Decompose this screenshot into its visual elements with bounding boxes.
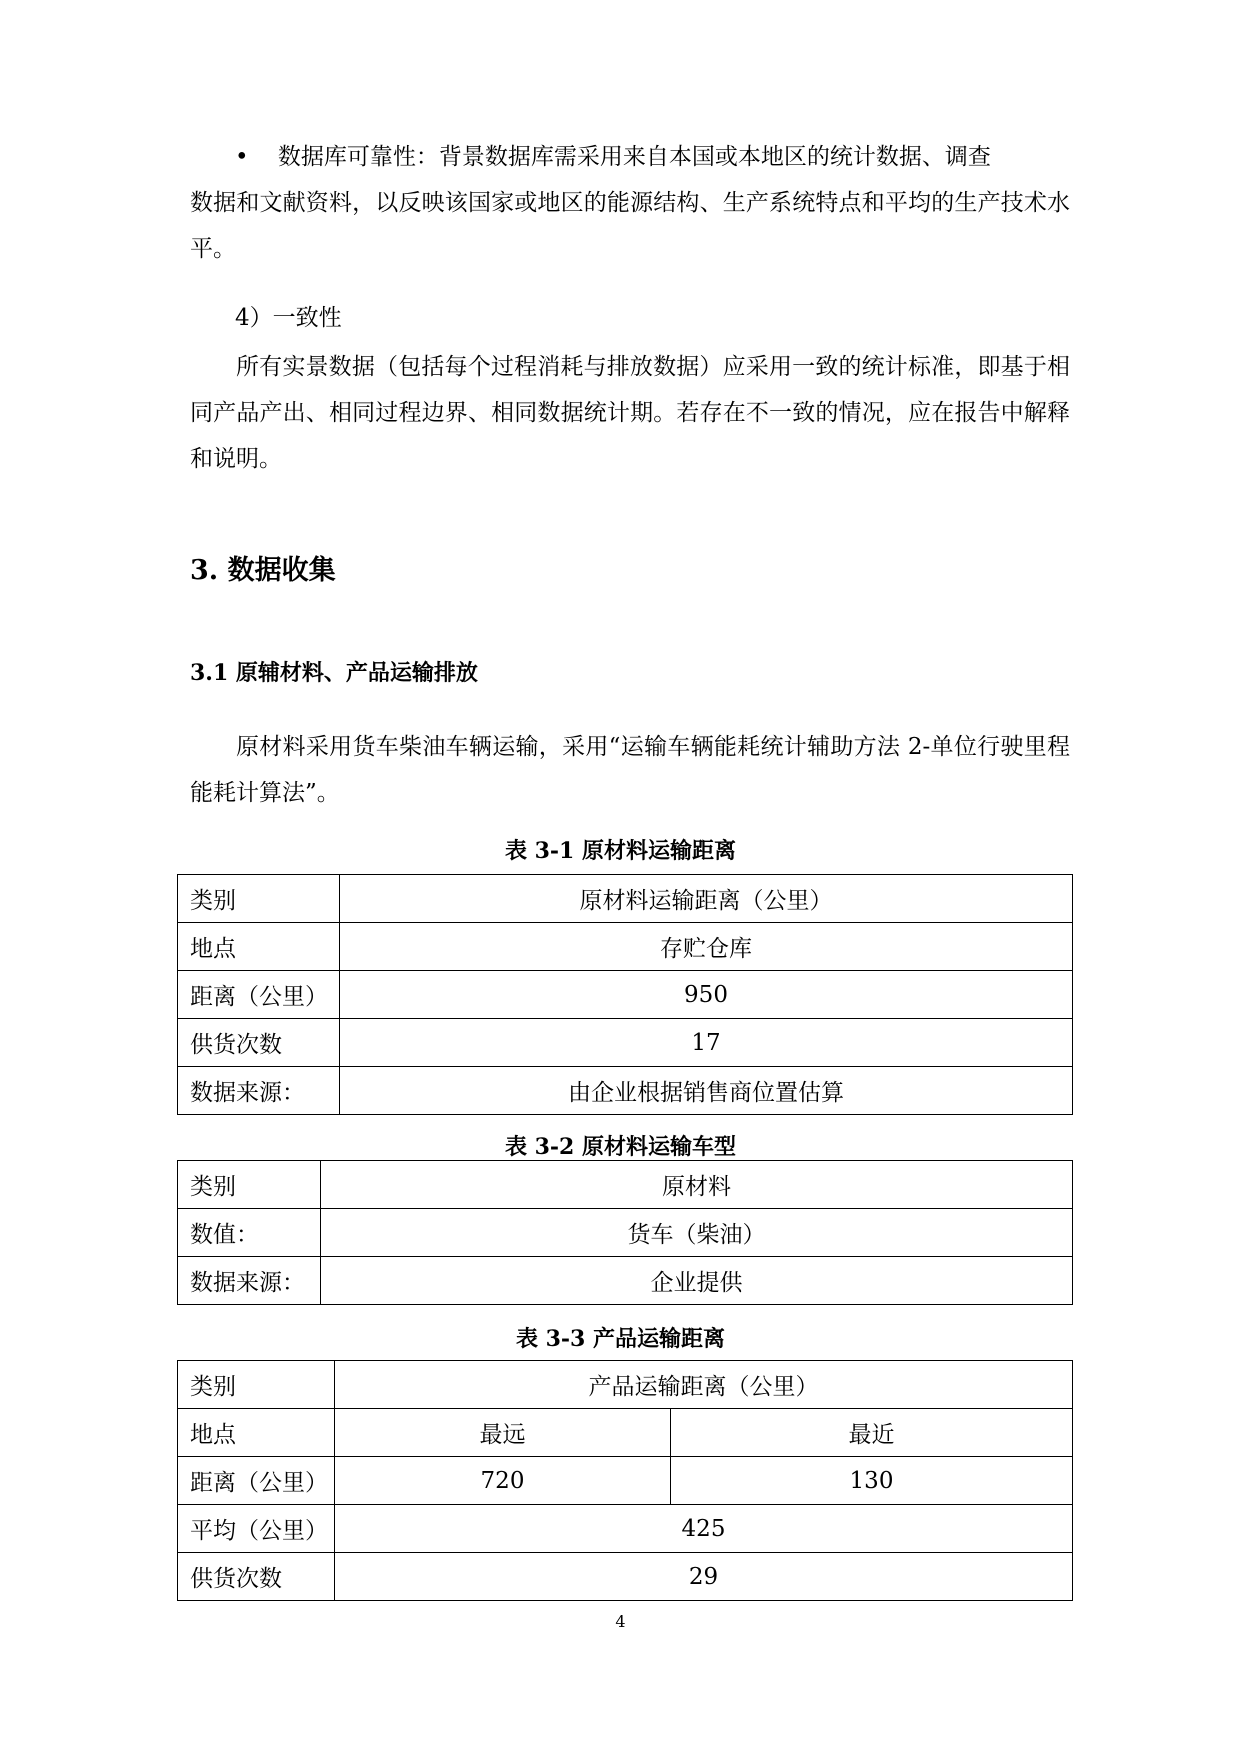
table-cell-value: 720 xyxy=(335,1457,671,1505)
table-row xyxy=(178,1457,1073,1505)
section-3-1-title: 3.1 原辅材料、产品运输排放 xyxy=(190,660,478,686)
table-3-2 xyxy=(177,1160,1073,1305)
table-3-1-caption: 表 3-1 原材料运输距离 xyxy=(504,838,737,864)
table-cell-value: 原材料 xyxy=(321,1161,1073,1209)
table-3-3 xyxy=(177,1360,1073,1601)
table-cell-value: 原材料运输距离（公里） xyxy=(340,875,1073,923)
table-cell-value: 存贮仓库 xyxy=(340,923,1073,971)
paragraph-transport: 原材料采用货车柴油车辆运输，采用“运输车辆能耗统计辅助方法 2-单位行驶里程能耗计算法”。 xyxy=(190,734,1070,806)
table-cell-label: 距离（公里） xyxy=(178,971,340,1019)
table-cell-label: 供货次数 xyxy=(178,1553,335,1601)
table-cell-value: 货车（柴油） xyxy=(321,1209,1073,1257)
section-3-title: 3. 数据收集 xyxy=(190,555,336,586)
table-row xyxy=(178,1505,1073,1553)
table-cell-label: 类别 xyxy=(178,1161,321,1209)
table-row xyxy=(178,1553,1073,1601)
table-cell-value: 17 xyxy=(340,1019,1073,1067)
table-3-2-caption: 表 3-2 原材料运输车型 xyxy=(504,1134,737,1160)
table-cell-value: 产品运输距离（公里） xyxy=(335,1361,1073,1409)
bullet-text-continued: 数据和文献资料，以反映该国家或地区的能源结构、生产系统特点和平均的生产技术水平。 xyxy=(190,190,1070,262)
item4-heading: 4）一致性 xyxy=(235,305,342,331)
bullet-text-line1: 数据库可靠性：背景数据库需采用来自本国或本地区的统计数据、调查 xyxy=(277,144,991,170)
page-number: 4 xyxy=(615,1612,626,1631)
table-cell-label: 距离（公里） xyxy=(178,1457,335,1505)
table-cell-value: 29 xyxy=(335,1553,1073,1601)
table-row xyxy=(178,971,1073,1019)
table-row xyxy=(178,1409,1073,1457)
table-row xyxy=(178,1209,1073,1257)
table-3-3-caption: 表 3-3 产品运输距离 xyxy=(515,1326,726,1352)
table-row xyxy=(178,923,1073,971)
table-row xyxy=(178,1067,1073,1115)
table-cell-label: 类别 xyxy=(178,875,340,923)
table-cell-label: 供货次数 xyxy=(178,1019,340,1067)
table-row xyxy=(178,1161,1073,1209)
table-cell-value: 950 xyxy=(340,971,1073,1019)
table-cell-value: 425 xyxy=(335,1505,1073,1553)
table-row xyxy=(178,1019,1073,1067)
table-cell-label: 数据来源： xyxy=(178,1067,340,1115)
table-cell-value: 企业提供 xyxy=(321,1257,1073,1305)
table-cell-value: 最近 xyxy=(671,1409,1073,1457)
table-cell-label: 平均（公里） xyxy=(178,1505,335,1553)
table-cell-label: 数据来源： xyxy=(178,1257,321,1305)
table-3-1 xyxy=(177,874,1073,1115)
bullet-icon: • xyxy=(235,144,249,170)
table-cell-label: 类别 xyxy=(178,1361,335,1409)
bullet-line xyxy=(235,134,991,180)
table-row xyxy=(178,875,1073,923)
table-cell-label: 地点 xyxy=(178,1409,335,1457)
table-cell-value: 最远 xyxy=(335,1409,671,1457)
table-row xyxy=(178,1361,1073,1409)
table-cell-label: 数值： xyxy=(178,1209,321,1257)
table-cell-value: 由企业根据销售商位置估算 xyxy=(340,1067,1073,1115)
table-row xyxy=(178,1257,1073,1305)
paragraph-consistency: 所有实景数据（包括每个过程消耗与排放数据）应采用一致的统计标准，即基于相同产品产出、相同过程边界、相同数据统计期。若存在不一致的情况，应在报告中解释和说明。 xyxy=(190,354,1070,472)
table-cell-label: 地点 xyxy=(178,923,340,971)
table-cell-value: 130 xyxy=(671,1457,1073,1505)
